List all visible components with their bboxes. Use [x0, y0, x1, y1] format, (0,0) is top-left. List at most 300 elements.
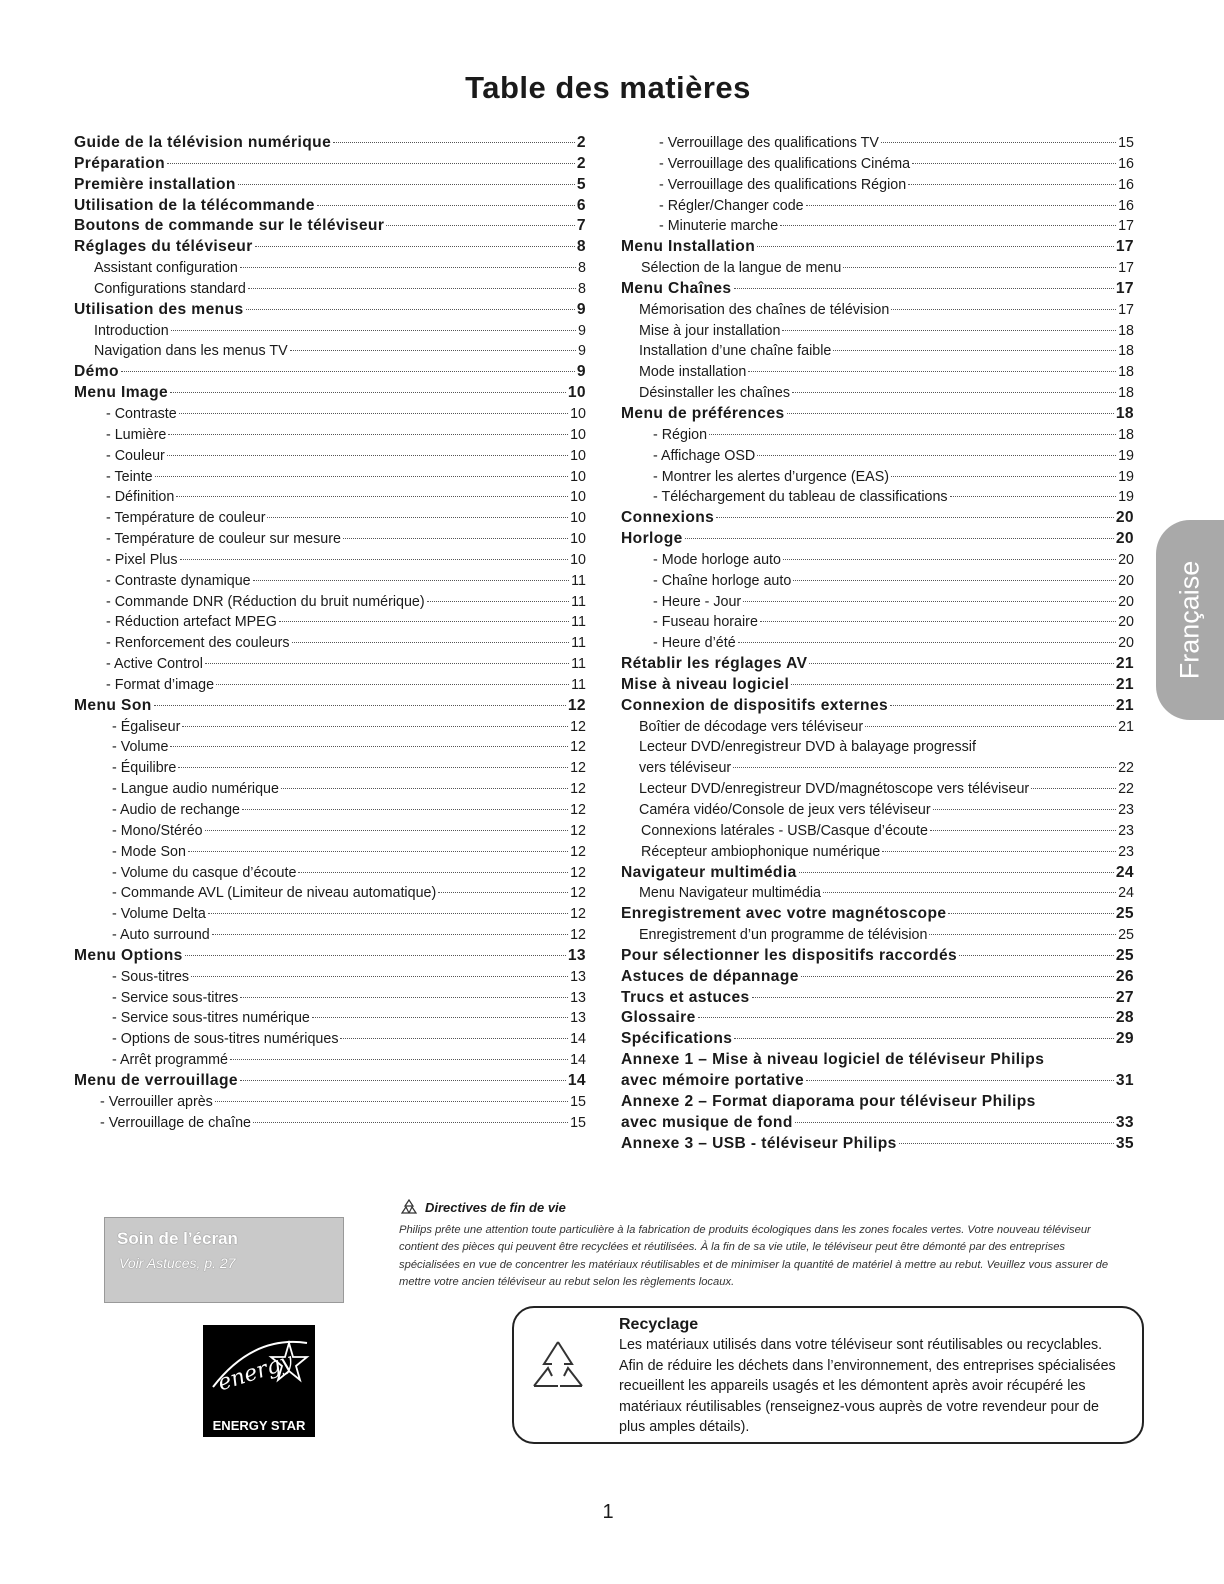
toc-entry — [621, 508, 1134, 529]
toc-leader-dots — [340, 1038, 568, 1039]
toc-entry-title: - Affichage OSD — [653, 447, 756, 464]
energy-star-logo — [203, 1325, 315, 1437]
toc-entry — [74, 863, 586, 884]
toc-leader-dots — [743, 601, 1116, 602]
toc-entry-title: - Contraste dynamique — [106, 572, 251, 589]
toc-entry-page: 13 — [567, 946, 586, 964]
toc-entry-title: Spécifications — [621, 1030, 733, 1048]
toc-entry — [621, 1029, 1134, 1050]
toc-entry-title: - Égaliseur — [112, 718, 181, 735]
toc-entry-page: 9 — [576, 363, 586, 381]
toc-leader-dots — [891, 309, 1116, 310]
toc-leader-dots — [208, 913, 568, 914]
toc-entry-page: 18 — [1118, 426, 1134, 443]
toc-entry-page: 10 — [570, 405, 586, 422]
toc-entry-page: 10 — [570, 426, 586, 443]
toc-entry-page: 10 — [567, 384, 586, 402]
toc-entry-page: 13 — [570, 968, 586, 985]
toc-entry — [621, 1008, 1134, 1029]
toc-entry-title: - Lumière — [106, 426, 167, 443]
toc-entry-title: - Arrêt programmé — [112, 1052, 228, 1069]
toc-leader-dots — [757, 246, 1114, 247]
page-title: Table des matières — [465, 70, 751, 105]
toc-entry-page: 8 — [578, 280, 586, 297]
toc-entry-page: 12 — [570, 822, 586, 839]
toc-entry-page: 19 — [1118, 489, 1134, 506]
toc-entry — [74, 883, 586, 904]
toc-entry-page: 13 — [570, 989, 586, 1006]
toc-entry-page: 25 — [1115, 905, 1134, 923]
toc-entry — [74, 1113, 586, 1134]
toc-entry-page: 12 — [570, 843, 586, 860]
toc-entry — [74, 1008, 586, 1029]
screen-care-reference: Voir Astuces, p. 27 — [119, 1255, 236, 1271]
toc-entry — [74, 612, 586, 633]
toc-entry-page: 23 — [1118, 802, 1134, 818]
toc-entry-title: - Commande DNR (Réduction du bruit numérique) — [106, 593, 425, 610]
toc-entry — [621, 779, 1134, 800]
toc-entry — [74, 758, 586, 779]
toc-entry-title: - Verrouillage des qualifications TV — [659, 135, 879, 151]
toc-leader-dots — [899, 1143, 1114, 1144]
toc-entry — [621, 550, 1134, 571]
toc-entry-title: - Chaîne horloge auto — [653, 572, 792, 589]
toc-leader-dots — [948, 913, 1113, 914]
toc-entry-title: - Téléchargement du tableau de classifications — [653, 489, 948, 506]
toc-entry-title: Démo — [74, 363, 119, 381]
toc-leader-dots — [787, 413, 1114, 414]
toc-entry-title: Installation d’une chaîne faible — [639, 343, 832, 360]
toc-entry — [621, 1113, 1134, 1134]
toc-entry-page: 9 — [578, 343, 586, 360]
toc-leader-dots — [783, 559, 1116, 560]
energy-star-icon — [203, 1325, 315, 1411]
toc-entry-page: 24 — [1115, 863, 1134, 881]
toc-entry-page: 14 — [570, 1031, 586, 1048]
toc-entry-page: 17 — [1115, 279, 1134, 297]
toc-entry-page: 21 — [1115, 655, 1134, 673]
toc-leader-dots — [267, 517, 568, 518]
toc-entry-page: 22 — [1118, 760, 1134, 777]
directives-text: Philips prête une attention toute particulière à la fabrication de produits écologiques dans les zones focales vertes. Votre nouveau téléviseur contient des pièces qui peuvent être recyclées et réutilisées. À la fin de sa vie utile, le téléviseur peut être démonté par des entreprises spécialisées en vue de concentrer les matériaux réutilisables et de minimiser la quantité de matériel à mettre au rebut. Veuillez vous assurer de mettre votre ancien téléviseur au rebut selon les règlements locaux. — [399, 1224, 1109, 1289]
toc-entry-title: Boîtier de décodage vers téléviseur — [639, 718, 864, 735]
toc-leader-dots — [246, 309, 575, 310]
toc-entry-page: 14 — [567, 1071, 586, 1089]
toc-entry-page: 20 — [1118, 614, 1134, 631]
toc-entry — [621, 863, 1134, 884]
toc-leader-dots — [752, 997, 1114, 998]
toc-leader-dots — [823, 892, 1116, 893]
toc-entry — [621, 717, 1134, 738]
toc-entry-page: 20 — [1118, 593, 1134, 610]
toc-entry — [74, 800, 586, 821]
toc-entry-page: 10 — [570, 510, 586, 527]
toc-entry-title: - Heure d’été — [653, 635, 736, 652]
toc-entry — [621, 925, 1134, 946]
toc-entry-page: 15 — [570, 1114, 586, 1131]
toc-leader-dots — [912, 163, 1116, 164]
toc-entry-title: Menu Chaînes — [621, 279, 732, 297]
toc-entry-page: 7 — [576, 217, 586, 235]
toc-entry — [621, 341, 1134, 362]
toc-entry-page: 11 — [571, 572, 586, 589]
toc-leader-dots — [891, 476, 1116, 477]
toc-entry-title: - Service sous-titres numérique — [112, 1010, 310, 1027]
toc-entry — [74, 175, 586, 196]
toc-entry — [74, 425, 586, 446]
toc-entry-page: 18 — [1115, 404, 1134, 422]
toc-entry-page: 23 — [1118, 843, 1134, 860]
toc-leader-dots — [806, 205, 1116, 206]
toc-entry-title: - Mono/Stéréo — [112, 822, 203, 839]
toc-entry-page: 12 — [570, 718, 586, 735]
screen-care-title: Soin de l’écran — [117, 1229, 238, 1248]
toc-leader-dots — [806, 1080, 1114, 1081]
toc-entry-page: 10 — [570, 551, 586, 568]
toc-leader-dots — [205, 663, 569, 664]
toc-entry — [74, 1029, 586, 1050]
toc-entry — [74, 988, 586, 1009]
toc-entry-title: Sélection de la langue de menu — [641, 260, 842, 277]
toc-entry-title: Récepteur ambiophonique numérique — [641, 843, 881, 860]
toc-entry-title: - Contraste — [106, 405, 177, 422]
toc-leader-dots — [438, 892, 568, 893]
toc-entry — [621, 800, 1134, 821]
toc-entry — [74, 925, 586, 946]
toc-entry-title: Menu Son — [74, 696, 152, 714]
toc-leader-dots — [188, 851, 568, 852]
toc-entry-page: 17 — [1115, 238, 1134, 256]
toc-entry-page: 22 — [1118, 781, 1134, 798]
toc-leader-dots — [386, 225, 575, 226]
toc-entry-title: - Couleur — [106, 447, 165, 464]
toc-leader-dots — [757, 455, 1116, 456]
toc-entry-page: 29 — [1115, 1030, 1134, 1048]
toc-leader-dots — [240, 1080, 566, 1081]
toc-entry-page: 10 — [570, 468, 586, 485]
toc-leader-dots — [253, 580, 570, 581]
toc-entry-page: 18 — [1118, 343, 1134, 360]
toc-entry — [621, 946, 1134, 967]
toc-entry-title: - Auto surround — [112, 927, 210, 944]
toc-right-column — [621, 133, 1134, 1154]
toc-entry — [74, 904, 586, 925]
toc-entry — [621, 633, 1134, 654]
toc-entry-title: Désinstaller les chaînes — [639, 385, 790, 402]
toc-entry — [74, 404, 586, 425]
toc-entry-title: Lecteur DVD/enregistreur DVD/magnétoscope vers téléviseur — [639, 781, 1030, 798]
toc-leader-dots — [748, 371, 1116, 372]
toc-entry — [74, 529, 586, 550]
toc-leader-dots — [333, 142, 575, 143]
toc-entry-page: 26 — [1115, 967, 1134, 985]
toc-leader-dots — [801, 976, 1114, 977]
toc-entry-page: 10 — [570, 489, 586, 506]
toc-entry-title: - Sous-titres — [112, 968, 190, 985]
toc-entry — [621, 467, 1134, 488]
toc-leader-dots — [170, 392, 566, 393]
toc-entry-page: 24 — [1118, 885, 1134, 902]
toc-entry-page: 23 — [1118, 822, 1134, 839]
toc-entry — [74, 571, 586, 592]
toc-entry — [74, 216, 586, 237]
toc-entry — [621, 737, 1134, 758]
toc-entry — [74, 737, 586, 758]
toc-leader-dots — [343, 538, 568, 539]
screen-care-box — [104, 1217, 344, 1303]
toc-entry — [74, 341, 586, 362]
toc-entry-page: 9 — [578, 322, 586, 339]
toc-entry — [621, 675, 1134, 696]
toc-leader-dots — [216, 684, 569, 685]
toc-entry — [621, 321, 1134, 342]
toc-entry-title: - Verrouillage des qualifications Cinéma — [659, 155, 911, 172]
toc-leader-dots — [182, 726, 568, 727]
toc-entry — [74, 633, 586, 654]
toc-entry — [74, 508, 586, 529]
toc-entry-title: - Options de sous-titres numériques — [112, 1031, 339, 1048]
toc-leader-dots — [843, 267, 1116, 268]
toc-entry — [621, 133, 1134, 154]
toc-leader-dots — [738, 642, 1116, 643]
toc-entry-page: 21 — [1115, 675, 1134, 693]
toc-entry-title: avec musique de fond — [621, 1113, 793, 1131]
toc-leader-dots — [230, 1059, 568, 1060]
toc-entry — [621, 821, 1134, 842]
toc-entry — [621, 446, 1134, 467]
toc-entry-title: Préparation — [74, 154, 166, 172]
toc-entry-title: Rétablir les réglages AV — [621, 655, 808, 673]
toc-leader-dots — [792, 392, 1116, 393]
language-tab — [1156, 520, 1224, 720]
toc-entry-title: Horloge — [621, 530, 683, 548]
toc-entry-title: - Audio de rechange — [112, 802, 240, 818]
toc-entry-page: 25 — [1118, 927, 1134, 944]
toc-entry-title: - Active Control — [106, 656, 203, 673]
toc-leader-dots — [809, 663, 1113, 664]
toc-entry — [74, 237, 586, 258]
toc-entry-title: Connexions latérales - USB/Casque d’écoute — [641, 822, 928, 839]
directives-heading — [399, 1198, 566, 1216]
toc-leader-dots — [933, 809, 1116, 810]
toc-entry — [621, 842, 1134, 863]
toc-entry — [621, 1092, 1134, 1113]
recycling-title: Recyclage — [619, 1316, 699, 1333]
toc-entry — [74, 1071, 586, 1092]
toc-entry-page: 16 — [1118, 176, 1134, 193]
toc-entry-page: 2 — [576, 154, 586, 172]
toc-entry-page: 20 — [1118, 551, 1134, 568]
toc-leader-dots — [292, 642, 570, 643]
toc-leader-dots — [427, 601, 570, 602]
toc-entry-title: Mise à niveau logiciel — [621, 675, 790, 693]
toc-leader-dots — [212, 934, 568, 935]
toc-entry-title: - Fuseau horaire — [653, 614, 758, 631]
toc-entry — [74, 675, 586, 696]
toc-entry-page: 12 — [570, 781, 586, 798]
toc-leader-dots — [760, 621, 1116, 622]
toc-entry-title: Menu Installation — [621, 238, 756, 256]
toc-entry-page: 20 — [1118, 572, 1134, 589]
toc-entry-title: - Langue audio numérique — [112, 781, 279, 798]
toc-leader-dots — [734, 288, 1114, 289]
toc-entry-page: 19 — [1118, 468, 1134, 485]
toc-entry-page: 11 — [571, 614, 586, 631]
toc-leader-dots — [248, 288, 576, 289]
toc-leader-dots — [782, 330, 1116, 331]
toc-entry-page: 6 — [576, 196, 586, 214]
toc-leader-dots — [240, 267, 576, 268]
toc-entry — [74, 696, 586, 717]
toc-entry-page: 12 — [570, 864, 586, 881]
toc-leader-dots — [908, 184, 1116, 185]
toc-entry-page: 31 — [1115, 1071, 1134, 1089]
toc-entry — [621, 196, 1134, 217]
toc-entry — [621, 300, 1134, 321]
toc-entry-title: - Équilibre — [112, 760, 177, 777]
toc-entry-title: - Montrer les alertes d’urgence (EAS) — [653, 468, 889, 485]
recycle-icon — [528, 1338, 588, 1394]
toc-entry-title: - Verrouiller après — [100, 1093, 213, 1110]
toc-entry-page: 20 — [1118, 635, 1134, 652]
toc-leader-dots — [290, 350, 576, 351]
toc-entry-title: - Volume du casque d’écoute — [112, 864, 297, 881]
toc-entry-title: Enregistrement d’un programme de télévision — [639, 927, 928, 944]
toc-leader-dots — [865, 726, 1116, 727]
toc-leader-dots — [205, 830, 569, 831]
toc-leader-dots — [734, 1038, 1114, 1039]
toc-entry — [74, 133, 586, 154]
page-number: 1 — [602, 1501, 614, 1523]
toc-entry-page: 20 — [1115, 509, 1134, 527]
toc-leader-dots — [238, 184, 575, 185]
toc-entry-title: Menu Image — [74, 384, 169, 402]
toc-leader-dots — [795, 1122, 1114, 1123]
toc-entry-title: - Région — [653, 426, 708, 443]
toc-entry-page: 18 — [1118, 322, 1134, 339]
toc-leader-dots — [317, 205, 575, 206]
toc-entry — [74, 196, 586, 217]
toc-leader-dots — [833, 350, 1116, 351]
toc-leader-dots — [780, 225, 1116, 226]
toc-entry — [74, 154, 586, 175]
toc-entry — [74, 717, 586, 738]
toc-leader-dots — [698, 1017, 1114, 1018]
toc-leader-dots — [178, 767, 568, 768]
recycling-box — [512, 1306, 1144, 1444]
toc-entry-title: Annexe 3 – USB - téléviseur Philips — [621, 1134, 897, 1152]
toc-entry — [74, 467, 586, 488]
toc-entry — [74, 300, 586, 321]
toc-entry-page: 13 — [570, 1010, 586, 1027]
toc-entry-page: 9 — [576, 300, 586, 318]
toc-entry — [621, 696, 1134, 717]
toc-entry-title: - Température de couleur — [106, 510, 266, 527]
toc-leader-dots — [215, 1101, 568, 1102]
toc-entry-page: 8 — [576, 238, 586, 256]
toc-entry-title: - Température de couleur sur mesure — [106, 531, 341, 548]
toc-entry-page: 12 — [570, 906, 586, 923]
toc-entry-page: 10 — [570, 531, 586, 548]
toc-entry-title: Astuces de dépannage — [621, 967, 799, 985]
toc-entry-title: Annexe 2 – Format diaporama pour téléviseur Philips — [621, 1092, 1036, 1110]
toc-leader-dots — [121, 371, 575, 372]
toc-entry — [621, 154, 1134, 175]
toc-entry-title: Utilisation de la télécommande — [74, 196, 315, 214]
toc-leader-dots — [242, 809, 568, 810]
toc-entry-page: 28 — [1115, 1009, 1134, 1027]
toc-entry-title: avec mémoire portative — [621, 1071, 805, 1089]
toc-entry-title: Enregistrement avec votre magnétoscope — [621, 905, 947, 923]
toc-entry — [621, 487, 1134, 508]
toc-entry — [621, 967, 1134, 988]
toc-entry — [621, 258, 1134, 279]
toc-leader-dots — [253, 1122, 568, 1123]
toc-entry-title: - Volume Delta — [112, 906, 206, 923]
toc-entry — [621, 758, 1134, 779]
directives-heading-text: Directives de fin de vie — [425, 1199, 566, 1215]
toc-entry — [621, 592, 1134, 613]
toc-leader-dots — [793, 580, 1116, 581]
toc-entry-title: Guide de la télévision numérique — [74, 134, 332, 151]
toc-entry — [621, 279, 1134, 300]
toc-entry-title: Navigateur multimédia — [621, 863, 797, 881]
toc-entry-page: 19 — [1118, 447, 1134, 464]
toc-entry-title: Lecteur DVD/enregistreur DVD à balayage progressif — [639, 739, 976, 756]
toc-entry-page: 35 — [1115, 1134, 1134, 1152]
toc-entry-page: 18 — [1118, 385, 1134, 402]
recycle-icon — [399, 1198, 419, 1216]
toc-entry-title: - Commande AVL (Limiteur de niveau automatique) — [112, 885, 437, 902]
toc-entry-title: Annexe 1 – Mise à niveau logiciel de téléviseur Philips — [621, 1051, 1045, 1069]
toc-leader-dots — [890, 705, 1114, 706]
toc-entry-title: Première installation — [74, 175, 236, 193]
toc-entry — [621, 988, 1134, 1009]
toc-leader-dots — [716, 517, 1114, 518]
toc-entry — [74, 321, 586, 342]
toc-entry — [621, 383, 1134, 404]
toc-entry-title: Mise à jour installation — [639, 322, 781, 339]
toc-entry-page: 12 — [567, 696, 586, 714]
toc-entry — [74, 487, 586, 508]
toc-entry-title: Utilisation des menus — [74, 300, 244, 318]
toc-entry — [621, 571, 1134, 592]
toc-entry-title: - Heure - Jour — [653, 593, 742, 610]
toc-entry-page: 10 — [570, 447, 586, 464]
toc-entry-title: - Format d’image — [106, 676, 215, 693]
toc-entry-page: 25 — [1115, 946, 1134, 964]
toc-entry-page: 12 — [570, 885, 586, 902]
toc-entry-page: 12 — [570, 760, 586, 777]
toc-leader-dots — [180, 559, 569, 560]
toc-leader-dots — [733, 767, 1116, 768]
toc-entry — [621, 1071, 1134, 1092]
toc-leader-dots — [154, 705, 566, 706]
toc-entry-page: 20 — [1115, 530, 1134, 548]
toc-entry-title: - Régler/Changer code — [659, 197, 804, 214]
toc-entry-title: Mode installation — [639, 364, 747, 381]
toc-entry-title: Introduction — [94, 322, 169, 339]
toc-entry-page: 11 — [571, 656, 586, 673]
toc-entry — [74, 654, 586, 675]
toc-leader-dots — [185, 955, 566, 956]
toc-entry-title: Pour sélectionner les dispositifs raccordés — [621, 946, 958, 964]
toc-entry-title: Glossaire — [621, 1009, 696, 1027]
toc-leader-dots — [950, 496, 1117, 497]
toc-entry — [74, 550, 586, 571]
toc-entry-title: Configurations standard — [94, 280, 246, 297]
toc-entry-title: - Réduction artefact MPEG — [106, 614, 277, 631]
